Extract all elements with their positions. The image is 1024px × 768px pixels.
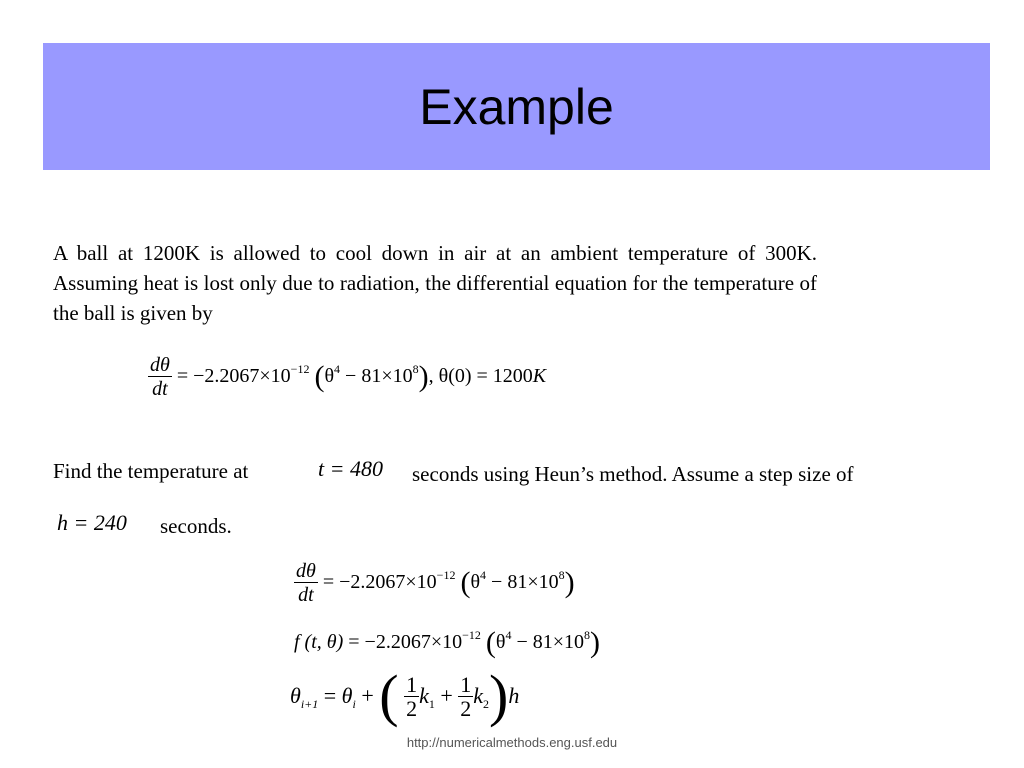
- ode-equation: [148, 354, 546, 401]
- big-open-paren: (: [379, 663, 399, 728]
- initial-condition: , θ(0) = 1200: [428, 365, 533, 388]
- dtheta-dt-fraction-2: [294, 560, 318, 607]
- dtheta-dt-fraction: [148, 354, 172, 401]
- power-4-2: 4: [480, 568, 487, 583]
- coefficient: = −2.2067×10: [176, 365, 291, 388]
- step-h: h: [508, 683, 520, 708]
- exponent: −12: [290, 362, 310, 377]
- equals: =: [318, 683, 342, 708]
- half-den-1: 2: [406, 696, 418, 722]
- minus-term-3: − 81×10: [511, 631, 585, 653]
- seconds-heun-text: seconds using Heun’s method. Assume a step size of: [412, 462, 854, 486]
- open-paren: (: [314, 360, 325, 394]
- f-equation: [294, 626, 600, 660]
- big-close-paren: ): [489, 663, 509, 728]
- heun-formula: [290, 662, 519, 729]
- plus-2: +: [434, 683, 459, 708]
- t-value: t = 480: [318, 456, 383, 481]
- sub-i: i: [352, 697, 356, 711]
- coefficient-2: = −2.2067×10: [322, 571, 437, 594]
- power-8-2: 8: [558, 568, 565, 583]
- close-paren-2: ): [564, 566, 575, 600]
- numerator-2: dθ: [296, 560, 316, 582]
- sub-k2: 2: [483, 697, 490, 711]
- theta: θ: [324, 365, 335, 388]
- coefficient-3: = −2.2067×10: [348, 631, 463, 653]
- k2: k: [473, 683, 484, 708]
- half-num-2: 1: [460, 672, 472, 698]
- ode-equation-2: [294, 560, 575, 607]
- exponent-2: −12: [436, 568, 456, 583]
- exponent-3: −12: [462, 628, 481, 642]
- minus-term-2: − 81×10: [486, 571, 559, 594]
- open-paren-2: (: [460, 566, 471, 600]
- power-4: 4: [334, 362, 341, 377]
- minus-term: − 81×10: [340, 365, 413, 388]
- k1: k: [419, 683, 429, 708]
- find-text: Find the temperature at: [53, 459, 249, 483]
- theta-2: θ: [470, 571, 481, 594]
- t-equals: [318, 456, 383, 482]
- f-lhs: f (t, θ): [294, 631, 344, 653]
- close-paren: ): [418, 360, 429, 394]
- denominator-2: dt: [298, 584, 314, 606]
- half-fraction-1: [404, 674, 419, 721]
- theta-i1: θ: [290, 683, 301, 708]
- half-den-2: 2: [460, 696, 472, 722]
- slide-title: Example: [419, 78, 614, 135]
- unit-k: K: [532, 365, 547, 388]
- power-4-3: 4: [505, 628, 512, 642]
- plus-1: +: [355, 683, 380, 708]
- power-8: 8: [412, 362, 419, 377]
- numerator: dθ: [150, 354, 170, 376]
- sub-i1: i+1: [300, 697, 319, 711]
- theta-3: θ: [495, 631, 506, 653]
- title-bar: [43, 43, 990, 170]
- seconds-text: seconds.: [160, 514, 232, 538]
- half-fraction-2: [458, 674, 473, 721]
- theta-i: θ: [341, 683, 353, 708]
- open-paren-3: (: [485, 626, 496, 659]
- power-8-3: 8: [584, 628, 591, 642]
- footer-url[interactable]: http://numericalmethods.eng.usf.edu: [406, 735, 618, 750]
- close-paren-3: ): [590, 626, 601, 659]
- h-value: h = 240: [57, 510, 127, 535]
- h-equals: [57, 510, 127, 536]
- denominator: dt: [152, 378, 168, 400]
- half-num-1: 1: [406, 672, 418, 698]
- sub-k1: 1: [428, 697, 435, 711]
- problem-paragraph: A ball at 1200K is allowed to cool down in air at an ambient temperature of 300K. Assuming heat is lost only due to radiation, the differential equation for the temperature of the ball is given by: [53, 241, 817, 325]
